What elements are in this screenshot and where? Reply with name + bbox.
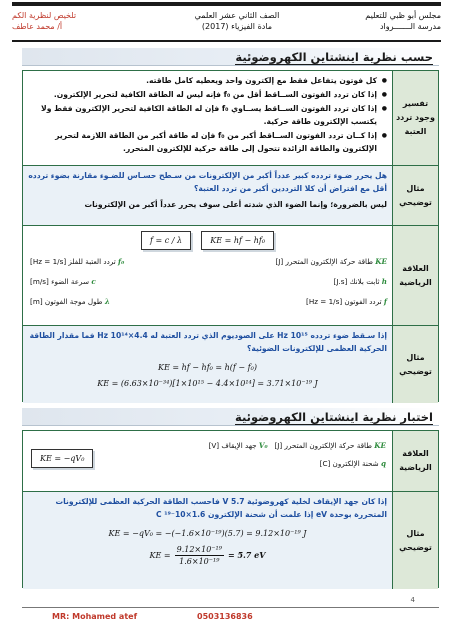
footer-phone: 0503136836 — [197, 612, 253, 621]
example3-question: إذا كان جهد الإيقاف لخلية كهروضوئية 5.7 V فاحسب الطاقة الحركية العظمى للإلكترونات المتحررة بوحدة eV إذا علمت أن شحنة الإلكترون 1.6×10⁻¹⁹ C — [55, 497, 387, 519]
example2-line1: KE = hf − hf₀ = h(f − f₀) — [158, 363, 257, 372]
label-math2: العلاقة الرياضية — [392, 431, 438, 491]
legend-f0: f₀ تردد العتبة للفلز [Hz = 1/s] — [30, 257, 125, 266]
section2-table — [22, 430, 439, 588]
row-math1 — [23, 225, 438, 325]
header-top-rule — [12, 2, 441, 6]
row-example1 — [23, 165, 438, 225]
example3-content — [23, 492, 392, 589]
legend-h: h ثابت بلانك [J.s] — [333, 277, 387, 286]
bullet-1: ● كل فوتون يتفاعل فقط مع إلكترون واحد ويعطيه كامل طاقته. — [28, 74, 387, 87]
header-course: الصف الثاني عشر العلمي مادة الفيزياء (2017) — [194, 11, 280, 31]
math2-content — [23, 431, 392, 491]
example3-line2: KE = $\frac{\text{9.12×10⁻¹⁹}}{\text{1.6×10⁻¹⁹}}$ = 5.7 eV — [149, 545, 266, 566]
section2-title: اختبار نظرية اينشتاين الكهروضوئية — [22, 408, 439, 426]
example1-answer: ليس بالضرورة؛ وإنما الضوء الذي شدته أعلى سوف يحرر عدداً أكبر من الإلكترونات — [84, 200, 387, 209]
row-example3 — [23, 491, 438, 589]
example2-line2: KE = (6.63×10⁻³⁴)[1×10¹⁵ − 4.4×10¹⁴] = 3.71×10⁻¹⁹ J — [97, 379, 318, 388]
label-example2: مثال توضيحي — [392, 326, 438, 403]
label-math1: العلاقة الرياضية — [392, 226, 438, 325]
page-header — [12, 10, 441, 40]
header-topic: تلخيص لنظرية الكم أ/ محمد عاطف — [12, 11, 77, 31]
example1-question: هل يحرر ضـوء تردده كبير عدداً أكبر من الإلكترونات من سـطح حسـاس للضـوء مقارنة بضوء تردده أقل مع افتراض أن كلا الترددين أكبر من تردد العتبة؟ — [28, 171, 387, 193]
formula-main: KE = hf − hf₀ — [201, 231, 274, 250]
legend-f: f تردد الفوتون [Hz = 1/s] — [306, 297, 387, 306]
math1-content — [23, 226, 392, 325]
fraction-num: 9.12×10⁻¹⁹ — [176, 545, 222, 554]
formula-side: f = c / λ — [141, 231, 191, 250]
example2-question: إذا سـقط ضوء تردده 10¹⁵ Hz على الصوديوم الذي تردد العتبة له 4.4×10¹⁴ Hz فما مقدار الطاقة الحركية العظمى للإلكترونات الضوئية؟ — [29, 331, 387, 353]
fraction-result: = 5.7 eV — [227, 550, 266, 560]
label-example3: مثال توضيحي — [392, 492, 438, 589]
bullet-4: ● إذا كــان تردد الفوتون الســاقط أكبر من f₀ فإن له طاقة أكبر من الطاقة اللازمة لتحرير الإلكترون والطاقة الزائدة تتحول إلى طاقة حركية للإلكترون المتحرر. — [28, 129, 387, 155]
example2-content — [23, 326, 392, 403]
bullet-3: ● إذا كان تردد الفوتون الســاقط يســاوي f₀ فإن له الطاقة الكافية لتحرير الإلكترون فقط ولا يكتسب الإلكترون طاقة حركية. — [28, 102, 387, 128]
explain-bullets — [23, 71, 392, 165]
section1-table — [22, 70, 439, 402]
page-number: 4 — [410, 596, 415, 604]
row-explain — [23, 71, 438, 165]
example1-content — [23, 166, 392, 225]
label-example1: مثال توضيحي — [392, 166, 438, 225]
header-school: مجلس أبو ظبي للتعليم مدرسة الـــــــرواد — [365, 11, 441, 31]
legend-ke: KE طاقة حركة الإلكترون المتحرر [J] — [275, 257, 387, 266]
row-example2 — [23, 325, 438, 403]
legend-c: c سرعة الضوء [m/s] — [30, 277, 96, 286]
section1-title: حسب نظرية اينشتاين الكهروضوئية — [22, 48, 439, 66]
bullet-2: ● إذا كان تردد الفوتون الســاقط أقل من f₀ فإنه ليس له الطاقة الكافية لتحرير الإلكترون. — [28, 88, 387, 101]
label-explain: تفسير وجود تردد العتبة — [392, 71, 438, 165]
page-footer — [12, 612, 441, 626]
formula-stopping: KE = −qV₀ — [31, 449, 93, 468]
fraction-den: 1.6×10⁻¹⁹ — [179, 557, 220, 566]
math2-legend — [209, 437, 386, 473]
example3-line1: KE = −qV₀ = −(−1.6×10⁻¹⁹)(5.7) = 9.12×10⁻¹⁹ J — [108, 529, 307, 538]
legend-lambda: λ طول موجة الفوتون [m] — [30, 297, 110, 306]
legend2-ke: KE طاقة حركة الإلكترون المتحرر [J] V₀ جهد الإيقاف [V] — [208, 441, 386, 450]
footer-rule — [22, 607, 439, 608]
legend2-q: q شحنة الإلكترون [C] — [319, 459, 386, 468]
header-bottom-rule — [12, 40, 441, 42]
row-math2 — [23, 431, 438, 491]
math1-legend — [28, 253, 387, 319]
footer-author: MR: Mohamed atef — [52, 612, 138, 621]
